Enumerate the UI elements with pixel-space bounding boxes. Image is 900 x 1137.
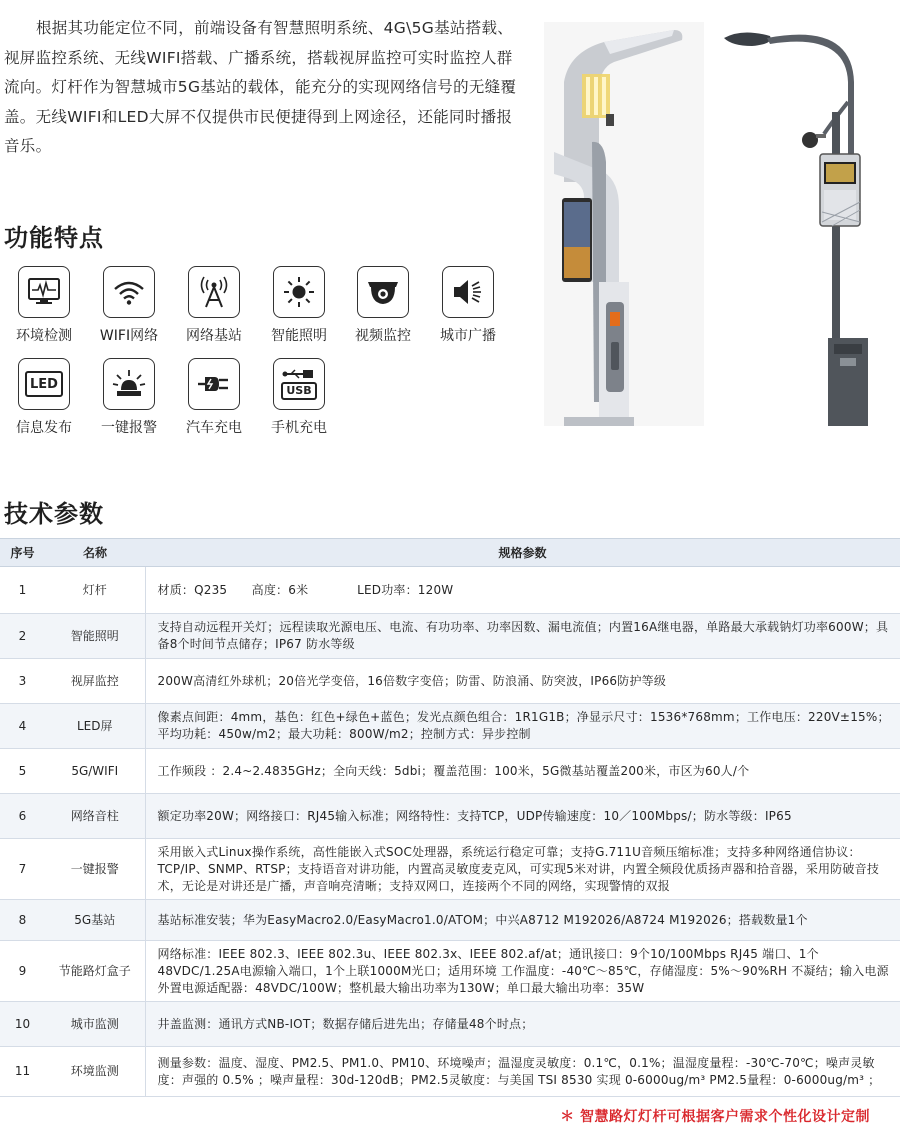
row-no: 1 [0, 567, 45, 614]
usb-icon-text: USB [281, 382, 316, 400]
alarm-light-icon [103, 358, 155, 410]
row-name: 城市监测 [45, 1002, 145, 1047]
row-no: 7 [0, 839, 45, 900]
features-title: 功能特点 [4, 224, 104, 252]
row-spec: 采用嵌入式Linux操作系统，高性能嵌入式SOC处理器，系统运行稳定可靠；支持G.711U音频压缩标准；支持多种网络通信协议：TCP/IP、SNMP、RTSP；支持语音对讲功能，内置高灵敏度麦克风，可实现5米对讲，内置全频段优质扬声器和拾音器，采用防破音技术，无论是对讲还是广播，声音响亮清晰；支持双网口，连接两个不同的网络，实现警情的双报 [145, 839, 900, 900]
plug-icon [188, 358, 240, 410]
feature-label: 视频监控 [355, 328, 411, 344]
row-name: 智能照明 [45, 614, 145, 659]
row-name: 5G基站 [45, 900, 145, 941]
feature-label: 智能照明 [271, 328, 327, 344]
table-header-row [0, 539, 900, 567]
row-name: 节能路灯盒子 [45, 941, 145, 1002]
row-no: 9 [0, 941, 45, 1002]
table-row [0, 1047, 900, 1097]
feature-label: 一键报警 [101, 420, 157, 436]
row-name: 环境监测 [45, 1047, 145, 1097]
feature-info-release [4, 358, 84, 437]
row-spec: 像素点间距：4mm，基色：红色+绿色+蓝色；发光点颜色组合：1R1G1B；净显示尺寸：1536*768mm；工作电压：220V±15%；平均功耗：450w/m2；最大功耗：800W/m2；控制方式：异步控制 [145, 704, 900, 749]
header-name: 名称 [45, 539, 145, 567]
table-row [0, 941, 900, 1002]
feature-label: 环境检测 [16, 328, 72, 344]
row-no: 3 [0, 659, 45, 704]
row-name: 视屏监控 [45, 659, 145, 704]
header-spec: 规格参数 [145, 539, 900, 567]
feature-broadcast [428, 266, 508, 345]
row-spec: 网络标准：IEEE 802.3、IEEE 802.3u、IEEE 802.3x、IEEE 802.af/at；通讯接口：9个10/100Mbps RJ45 端口、1个48VDC/1.25A电源输入端口，1个上联1000M光口；适用环境 工作温度：-40℃～85℃，存储湿度：5%～90%RH 不凝结；输入电源 外置电源适配器：48VDC/100W；整机最大输出功率为130W；单口最大输出功率：35W [145, 941, 900, 1002]
table-row [0, 659, 900, 704]
customization-note: ＊ 智慧路灯灯杆可根据客户需求个性化设计定制 [560, 1109, 870, 1125]
row-name: 一键报警 [45, 839, 145, 900]
usb-icon [273, 358, 325, 410]
led-icon [18, 358, 70, 410]
feature-video [343, 266, 423, 345]
header-no: 序号 [0, 539, 45, 567]
sun-icon [273, 266, 325, 318]
table-row [0, 614, 900, 659]
feature-label: 网络基站 [186, 328, 242, 344]
feature-car-charging [174, 358, 254, 437]
row-no: 2 [0, 614, 45, 659]
row-spec: 井盖监测：通讯方式NB-IOT；数据存储后进先出；存储量48个时点； [145, 1002, 900, 1047]
row-spec: 200W高清红外球机；20倍光学变倍，16倍数字变倍；防雷、防浪涌、防突波，IP66防护等级 [145, 659, 900, 704]
spec-table [0, 538, 900, 1097]
row-no: 4 [0, 704, 45, 749]
table-row [0, 839, 900, 900]
row-spec: 支持自动远程开关灯；远程读取光源电压、电流、有功功率、功率因数、漏电流值；内置16A继电器，单路最大承载钠灯功率600W；具备8个时间节点储存；IP67 防水等级 [145, 614, 900, 659]
row-no: 11 [0, 1047, 45, 1097]
table-row [0, 1002, 900, 1047]
speaker-icon [442, 266, 494, 318]
feature-label: 手机充电 [271, 420, 327, 436]
row-name: 灯杆 [45, 567, 145, 614]
feature-phone-charging [259, 358, 339, 437]
table-row [0, 900, 900, 941]
row-name: 5G/WIFI [45, 749, 145, 794]
intro-paragraph [4, 14, 524, 162]
row-spec: 工作频段 ：2.4~2.4835GHz；全向天线：5dbi；覆盖范围：100米，5G微基站覆盖200米，市区为60人/个 [145, 749, 900, 794]
table-row [0, 567, 900, 614]
antenna-icon [188, 266, 240, 318]
feature-wifi [89, 266, 169, 345]
intro-text: 根据其功能定位不同，前端设备有智慧照明系统、4G\5G基站搭载、视屏监控系统、无线WIFI搭载、广播系统，搭载视屏监控可实时监控人群流向。灯杆作为智慧城市5G基站的载体，能充分的实现网络信号的无缝覆盖。无线WIFI和LED大屏不仅提供市民便捷得到上网途径，还能同时播报音乐。 [4, 19, 517, 155]
row-name: 网络音柱 [45, 794, 145, 839]
led-icon-text: LED [25, 371, 63, 397]
row-no: 6 [0, 794, 45, 839]
monitor-wave-icon [18, 266, 70, 318]
feature-base-station [174, 266, 254, 345]
smart-pole-photo-1 [544, 22, 704, 426]
specs-title: 技术参数 [4, 500, 104, 528]
row-spec: 材质：Q235 高度：6米 LED功率：120W [145, 567, 900, 614]
row-no: 5 [0, 749, 45, 794]
feature-lighting [259, 266, 339, 345]
feature-label: 信息发布 [16, 420, 72, 436]
table-row [0, 794, 900, 839]
feature-alarm [89, 358, 169, 437]
feature-label: WIFI网络 [99, 328, 159, 344]
feature-label: 汽车充电 [186, 420, 242, 436]
feature-environment [4, 266, 84, 345]
row-no: 10 [0, 1002, 45, 1047]
feature-label: 城市广播 [440, 328, 496, 344]
row-name: LED屏 [45, 704, 145, 749]
wifi-icon [103, 266, 155, 318]
row-spec: 额定功率20W；网络接口：RJ45输入标准；网络特性：支持TCP，UDP传输速度：10／100Mbps/；防水等级：IP65 [145, 794, 900, 839]
row-spec: 测量参数：温度、湿度、PM2.5、PM1.0、PM10、环境噪声；温湿度灵敏度：0.1℃，0.1%；温湿度量程：-30℃-70℃；噪声灵敏度：声强的 0.5% ；噪声量程：30d-120dB；PM2.5灵敏度：与美国 TSI 8530 实现 0-6000ug/m³ PM2.5量程：0-6000ug/m³ ； [145, 1047, 900, 1097]
table-row [0, 749, 900, 794]
row-no: 8 [0, 900, 45, 941]
row-spec: 基站标准安装；华为EasyMacro2.0/EasyMacro1.0/ATOM；中兴A8712 M192026/A8724 M192026；搭载数量1个 [145, 900, 900, 941]
table-row [0, 704, 900, 749]
camera-dome-icon [357, 266, 409, 318]
smart-pole-photo-2 [712, 22, 888, 426]
